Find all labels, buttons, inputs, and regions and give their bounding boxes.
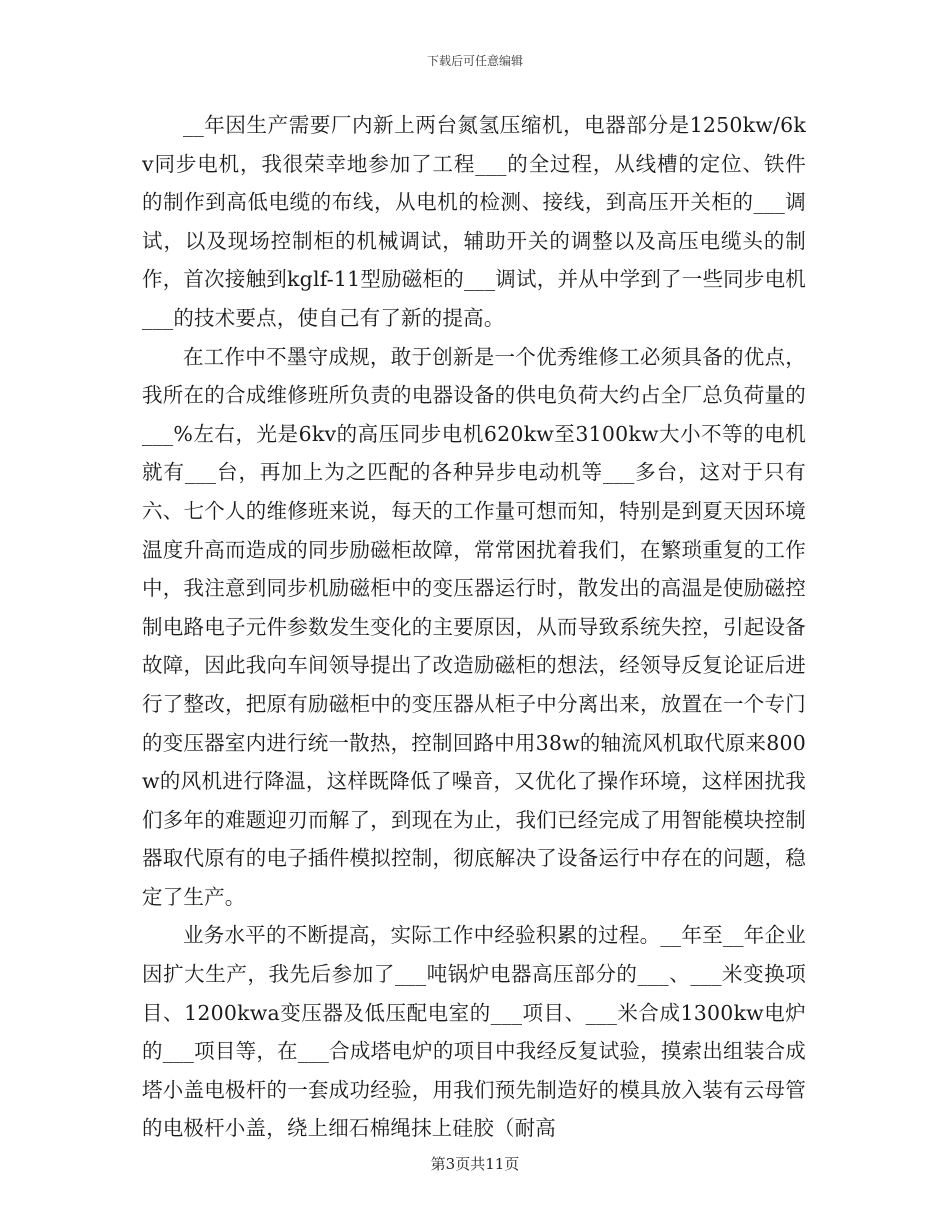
paragraph-3: 业务水平的不断提高，实际工作中经验积累的过程。__年至__年企业因扩大生产，我先后参加了___吨锅炉电器高压部分的___、___米变换项目、1200kwa变压器及低压配电室的___项目、___米合成1300kw电炉的___项目等，在___合成塔电炉的项目中我经反复试验，摸索出组装合成塔小盖电极杆的一套成功经验，用我们预先制造好的模具放入装有云母管的电极杆小盖，绕上细石棉绳抹上硅胶（耐高 <box>142 923 806 1141</box>
page-header: 下载后可任意编辑 <box>426 54 523 68</box>
page-number: 第3页共11页 <box>430 1155 520 1173</box>
paragraph-2: 在工作中不墨守成规，敢于创新是一个优秀维修工必须具备的优点，我所在的合成维修班所负责的电器设备的供电负荷大约占全厂总负荷量的___%左右，光是6kv的高压同步电机620kw至3100kw大小不等的电机就有___台，再加上为之匹配的各种异步电动机等___多台，这对于只有六、七个人的维修班来说，每天的工作量可想而知，特别是到夏天因环境温度升高而造成的同步励磁柜故障，常常困扰着我们，在繁琐重复的工作中，我注意到同步机励磁柜中的变压器运行时，散发出的高温是使励磁控制电路电子元件参数发生变化的主要原因，从而导致系统失控，引起设备故障，因此我向车间领导提出了改造励磁柜的想法，经领导反复论证后进行了整改，把原有励磁柜中的变压器从柜子中分离出来，放置在一个专门的变压器室内进行统一散热，控制回路中用38w的轴流风机取代原来800w的风机进行降温，这样既降低了噪音，又优化了操作环境，这样困扰我们多年的难题迎刃而解了，到现在为止，我们已经完成了用智能模块控制器取代原有的电子插件模拟控制，彻底解决了设备运行中存在的问题，稳定了生产。 <box>142 344 806 909</box>
paragraph-1: __年因生产需要厂内新上两台氮氢压缩机，电器部分是1250kw/6kv同步电机，我很荣幸地参加了工程___的全过程，从线槽的定位、铁件的制作到高低电缆的布线，从电机的检测、接线，到高压开关柜的___调试，以及现场控制柜的机械调试，辅助开关的调整以及高压电缆头的制作，首次接触到kglf-11型励磁柜的___调试，并从中学到了一些同步电机___的技术要点，使自己有了新的提高。 <box>142 113 806 330</box>
document-body <box>142 106 806 1148</box>
